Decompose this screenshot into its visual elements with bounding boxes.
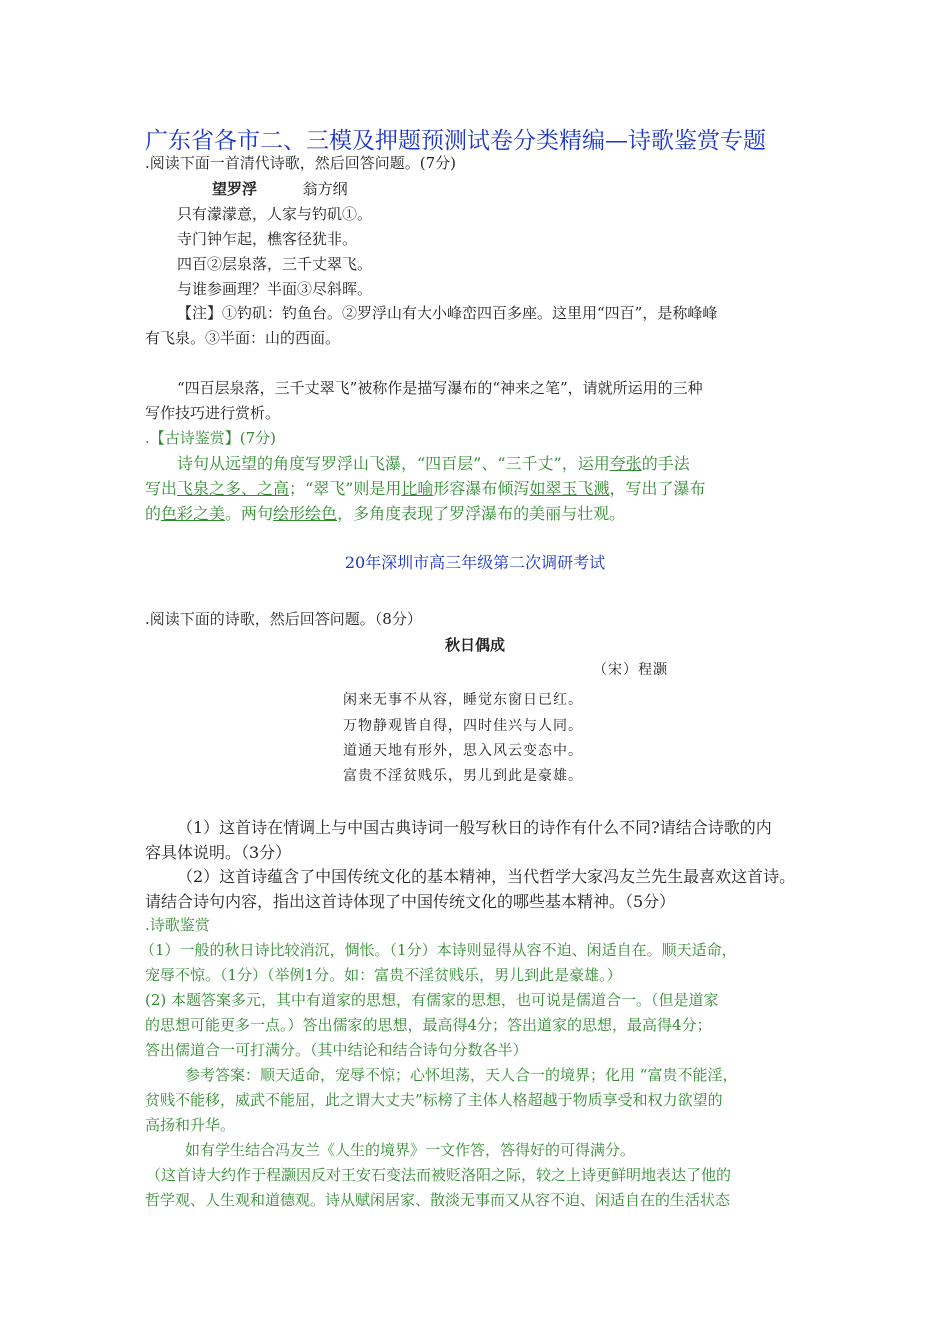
answer-keyword: 如翠玉飞溅: [529, 479, 610, 498]
q1-question: 写作技巧进行赏析。: [145, 404, 281, 422]
q2-answer-line: (2) 本题答案多元，其中有道家的思想，有儒家的思想，也可说是儒道合一。（但是道家: [145, 991, 719, 1009]
answer-text: ，写出了瀑布: [609, 479, 706, 498]
q2-poem-line: 闲来无事不从容，睡觉东窗日已红。: [343, 692, 583, 708]
q1-answer-line: [145, 501, 625, 524]
answer-keyword: 比喻: [401, 479, 434, 498]
q2-answer-line: 答出儒道合一可打满分。（其中结论和结合诗句分数各半）: [145, 1041, 528, 1059]
q1-answer-header: .【古诗鉴赏】(7分): [145, 429, 277, 447]
q2-answer-line: 参考答案：顺天适命，宠辱不惊；心怀坦荡，天人合一的境界；化用 “富贵不能淫，: [185, 1066, 738, 1084]
q1-answer-line: [177, 451, 690, 474]
q1-note: 有飞泉。③半面：山的西面。: [145, 329, 341, 347]
q2-poem-line: 道通天地有形外，思入风云变态中。: [343, 743, 583, 759]
q2-poem-author: （宋）程灏: [593, 662, 668, 678]
q2-prompt: .阅读下面的诗歌，然后回答问题。（8分）: [145, 610, 422, 628]
q2-answer-line: 如有学生结合冯友兰《人生的境界》一文作答，答得好的可得满分。: [185, 1141, 636, 1159]
q2-answer-line: （这首诗大约作于程灏因反对王安石变法而被贬洛阳之际，较之上诗更鲜明地表达了他的: [146, 1166, 732, 1184]
answer-text: 诗句从远望的角度写罗浮山飞瀑，“四百层”、“三千丈”，运用: [177, 454, 610, 473]
q2-subquestion: （2）这首诗蕴含了中国传统文化的基本精神，当代哲学大家冯友兰先生最喜欢这首诗。: [177, 867, 796, 886]
q1-poem-line: 只有濛濛意，人家与钓矶①。: [177, 205, 373, 223]
q2-subquestion: （1）这首诗在情调上与中国古典诗词一般写秋日的诗作有什么不同?请结合诗歌的内: [177, 818, 772, 837]
answer-text: 写出: [145, 479, 178, 498]
q1-poem-line: 四百②层泉落，三千丈翠飞。: [177, 255, 373, 273]
q2-answer-line: 哲学观、人生观和道德观。诗从赋闲居家、散淡无事而又从容不迫、闲适自在的生活状态: [145, 1191, 731, 1209]
q2-subquestion: 容具体说明。（3分）: [145, 843, 292, 862]
section2-title: 20年深圳市高三年级第二次调研考试: [344, 553, 606, 572]
answer-text: 。两句: [225, 504, 274, 523]
answer-keyword: 绘形绘色: [273, 504, 338, 523]
q2-poem-line: 富贵不淫贫贱乐，男儿到此是豪雄。: [343, 768, 583, 784]
q2-poem-line: 万物静观皆自得，四时佳兴与人同。: [343, 718, 583, 734]
q2-poem-title: 秋日偶成: [444, 636, 505, 654]
q1-question: “四百层泉落，三千丈翠飞”被称作是描写瀑布的“神来之笔”，请就所运用的三种: [177, 379, 703, 397]
q2-answer-line: 的思想可能更多一点。）答出儒家的思想，最高得4分；答出道家的思想，最高得4分；: [145, 1016, 712, 1034]
q1-poem-line: 与谁参画理？半面③尽斜晖。: [177, 280, 373, 298]
q2-answer-line: 贫贱不能移，威武不能屈，此之谓大丈夫”标榜了主体人格超越于物质享受和权力欲望的: [145, 1091, 723, 1109]
answer-keyword: 色彩之美: [161, 504, 226, 523]
q1-poem-heading: [212, 178, 348, 199]
q2-answer-line: （1）一般的秋日诗比较消沉，惆怅。（1分）本诗则显得从容不迫、闲适自在。顺天适命，: [140, 941, 737, 959]
q1-prompt: .阅读下面一首清代诗歌，然后回答问题。(7分): [145, 154, 457, 172]
q1-poem-author: 翁方纲: [302, 180, 348, 198]
answer-keyword: 夸张: [609, 454, 642, 473]
q1-note: 【注】①钓矶：钓鱼台。②罗浮山有大小峰峦四百多座。这里用“四百”，是称峰峰: [177, 304, 718, 322]
answer-text: ；“翠飞”则是用: [289, 479, 402, 498]
q2-subquestion: 请结合诗句内容，指出这首诗体现了中国传统文化的哪些基本精神。（5分）: [145, 892, 676, 911]
answer-text: 的: [145, 504, 162, 523]
answer-text: 的手法: [641, 454, 690, 473]
q1-poem-line: 寺门钟乍起，樵客径犹非。: [177, 230, 358, 248]
q2-answer-line: 高扬和升华。: [145, 1116, 236, 1134]
answer-text: ，多角度表现了罗浮瀑布的美丽与壮观。: [337, 504, 626, 523]
q1-answer-line: [145, 476, 705, 499]
document-title: 广东省各市二、三模及押题预测试卷分类精编—诗歌鉴赏专题: [145, 128, 766, 154]
answer-text: 形容瀑布倾泻: [433, 479, 530, 498]
answer-keyword: 飞泉之多、之高: [177, 479, 290, 498]
q1-poem-title: 望罗浮: [212, 180, 258, 198]
q2-answer-line: 宠辱不惊。（1分）（举例1分。如：富贵不淫贫贱乐，男儿到此是豪雄。）: [145, 966, 622, 984]
q2-answer-header: .诗歌鉴赏: [145, 916, 210, 934]
